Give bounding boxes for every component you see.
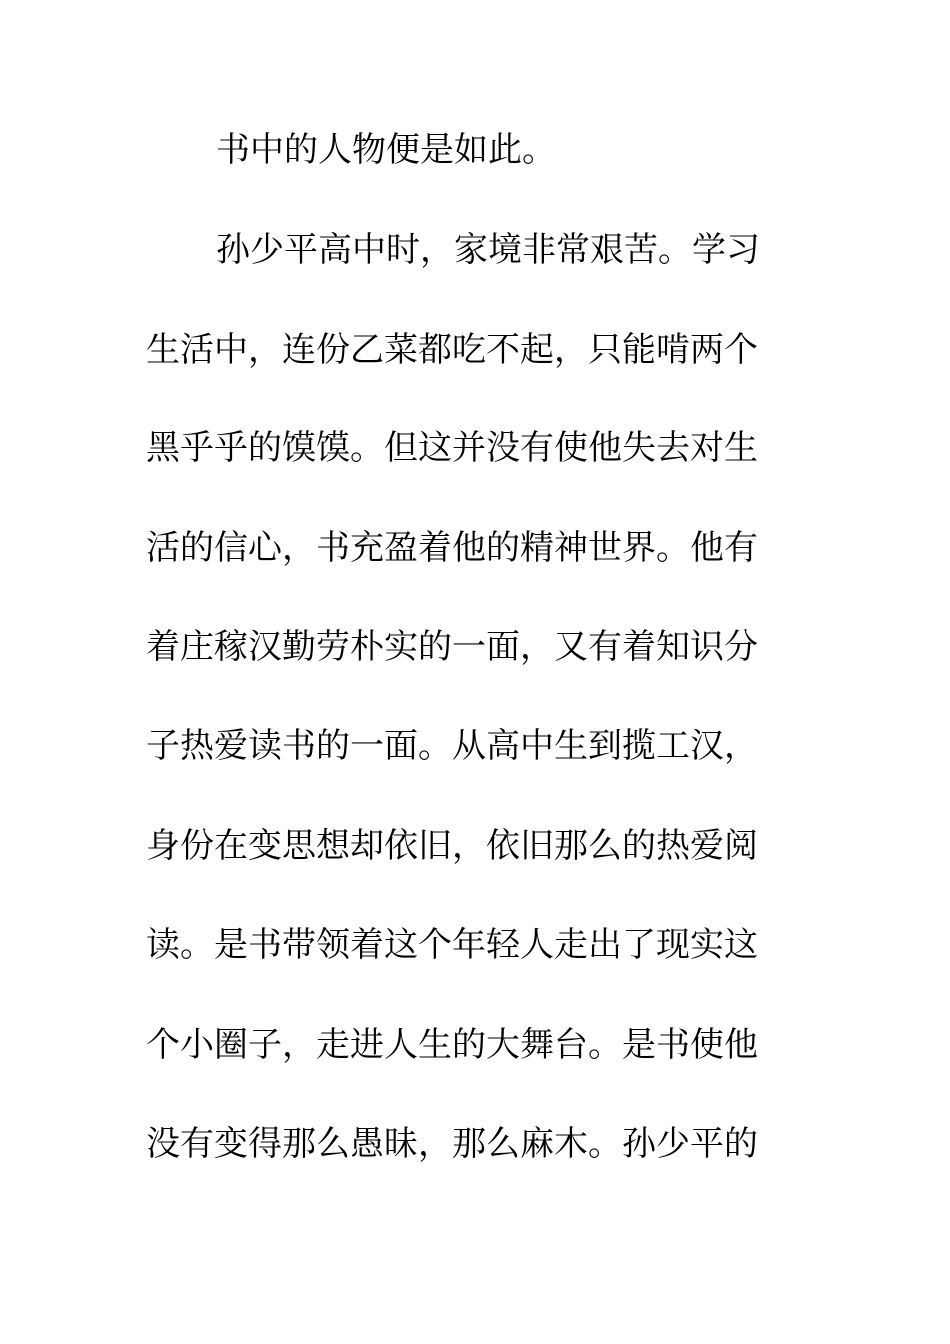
paragraph-line: 黑乎乎的馍馍。但这并没有使他失去对生 [146,428,758,468]
paragraph-line: 身份在变思想却依旧，依旧那么的热爱阅 [146,826,758,866]
paragraph-line: 个小圈子，走进人生的大舞台。是书使他 [146,1025,758,1065]
paragraph-line: 读。是书带领着这个年轻人走出了现实这 [146,925,758,965]
paragraph-line: 着庄稼汉勤劳朴实的一面，又有着知识分 [146,627,758,667]
paragraph-line: 书中的人物便是如此。 [216,130,556,170]
paragraph-line: 活的信心，书充盈着他的精神世界。他有 [146,528,758,568]
paragraph-line: 生活中，连份乙菜都吃不起，只能啃两个 [146,330,758,370]
paragraph-line: 孙少平高中时，家境非常艰苦。学习 [216,230,760,270]
paragraph-line: 没有变得那么愚昧，那么麻木。孙少平的 [146,1124,758,1164]
paragraph-line: 子热爱读书的一面。从高中生到揽工汉， [146,726,758,766]
